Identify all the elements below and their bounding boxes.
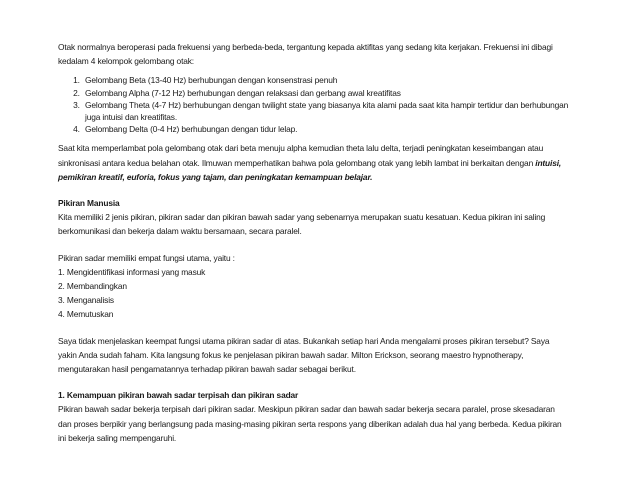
- brainwave-list: [58, 74, 570, 135]
- list-item: 1. Gelombang Beta (13-40 Hz) berhubungan dengan konsenstrasi penuh: [82, 74, 570, 86]
- section-1-paragraph: Pikiran bawah sadar bekerja terpisah dari pikiran sadar. Meskipun pikiran sadar dan bawah sadar bekerja secara paralel, prose skesadaran dan proses berpikir yang berlangsung pada masing-masing pikiran serta respons yang diberikan adalah dua hal yang berbeda. Kedua pikiran ini bekerja saling mempengaruhi.: [58, 404, 562, 443]
- mind-paragraph: Kita memiliki 2 jenis pikiran, pikiran sadar dan pikiran bawah sadar yang sebenarnya merupakan suatu kesatuan. Kedua pikiran ini saling berkomunikasi dan bekerja dalam waktu bersamaan, secara paralel.: [58, 212, 546, 237]
- sync-paragraph: [58, 141, 570, 184]
- list-item: 3. Gelombang Theta (4-7 Hz) berhubungan dengan twilight state yang biasanya kita alami pada saat kita hampir tertidur dan berhubungan juga intuisi dan kreatifitas.: [82, 99, 570, 123]
- list-item: 2. Gelombang Alpha (7-12 Hz) berhubungan dengan relaksasi dan gerbang awal kreatifitas: [82, 87, 570, 99]
- function-item: 1. Mengidentifikasi informasi yang masuk: [58, 266, 206, 277]
- intro-paragraph: Otak normalnya beroperasi pada frekuensi yang berbeda-beda, tergantung kepada aktifitas yang sedang kita kerjakan. Frekuensi ini dibagi kedalam 4 kelompok gelombang otak:: [58, 42, 553, 67]
- function-item: 4. Memutuskan: [58, 309, 114, 320]
- sync-emphasis: intuisi, pemikiran kreatif, euforia, fokus yang tajam, dan peningkatan kemampuan belajar.: [58, 157, 562, 182]
- function-item: 3. Menganalisis: [58, 295, 114, 306]
- erickson-paragraph: Saya tidak menjelaskan keempat fungsi utama pikiran sadar di atas. Bukankah setiap hari Anda mengalami proses pikiran tersebut? Saya yakin Anda sudah faham. Kita langsung fokus ke penjelasan pikiran bawah sadar. Milton Erickson, seorang maestro hypnotherapy, mengutarakan hasil pengamatannya terhadap pikiran bawah sadar sebagai berikut.: [58, 335, 550, 375]
- list-item: 4. Gelombang Delta (0-4 Hz) berhubungan dengan tidur lelap.: [82, 123, 570, 135]
- sync-text: Saat kita memperlambat pola gelombang otak dari beta menuju alpha kemudian theta lalu delta, terjadi peningkatan keseimbangan atau sinkronisasi antara kedua belahan otak. Ilmuwan memperhatikan bahwa pola gelombang otak yang lebih lambat ini berkaitan dengan: [58, 143, 544, 168]
- section-heading-1: 1. Kemampuan pikiran bawah sadar terpisah dan pikiran sadar: [58, 390, 299, 401]
- functions-intro: Pikiran sadar memiliki empat fungsi utama, yaitu :: [58, 252, 235, 263]
- section-heading-mind: Pikiran Manusia: [58, 198, 120, 209]
- function-item: 2. Membandingkan: [58, 281, 127, 292]
- document-body: [58, 40, 570, 445]
